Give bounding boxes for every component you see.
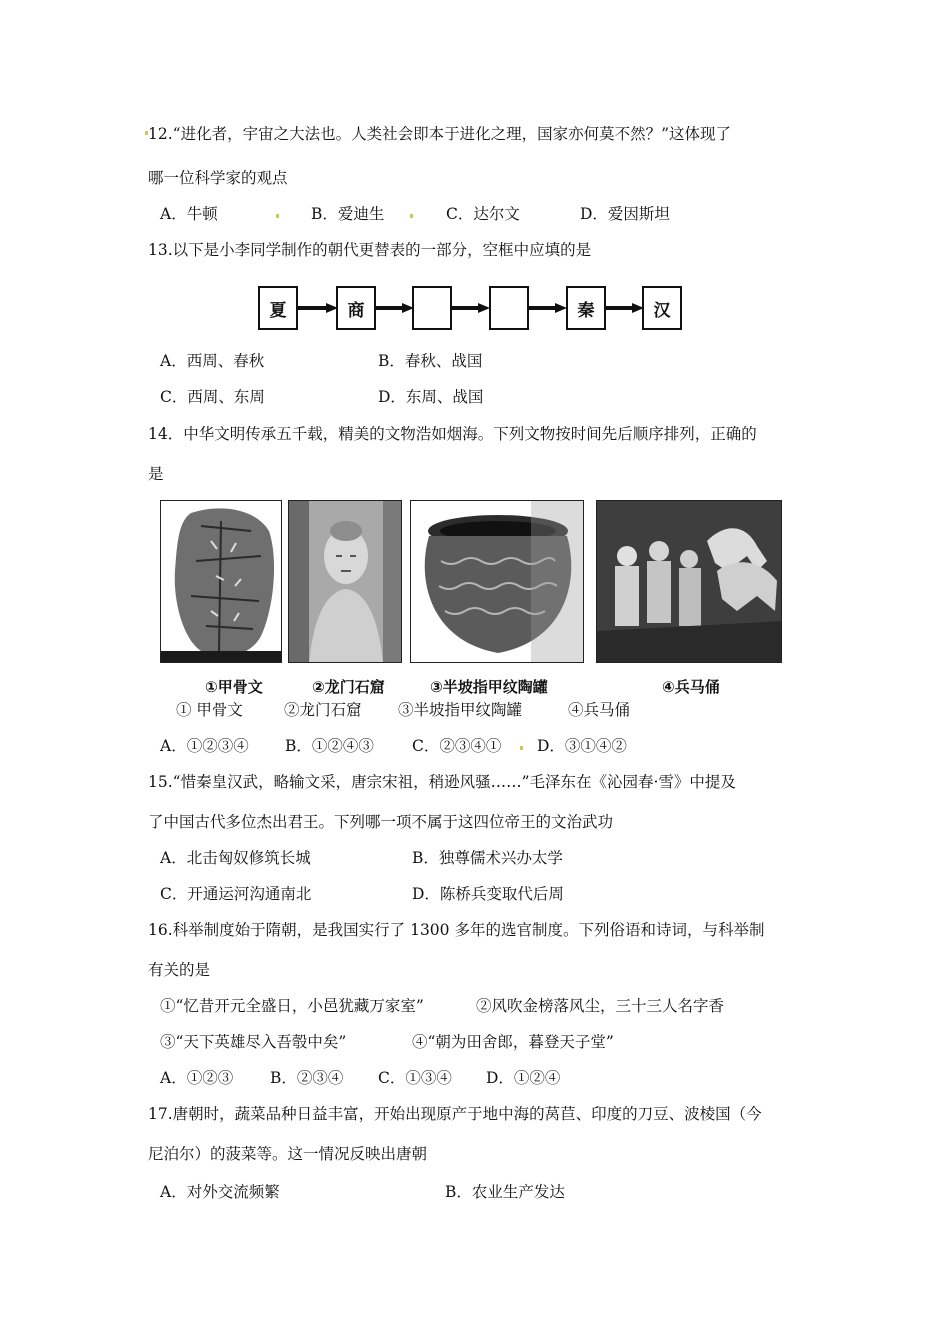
q12-option-d[interactable]: D．爱因斯坦: [580, 205, 670, 223]
q15-option-d[interactable]: D．陈桥兵变取代后周: [412, 885, 564, 903]
q17-option-b[interactable]: B．农业生产发达: [445, 1183, 565, 1201]
q16-option-b[interactable]: B．②③④: [270, 1069, 344, 1087]
q14-stem-line1: 14．中华文明传承五千载，精美的文物浩如烟海。下列文物按时间先后顺序排列，正确的: [148, 425, 757, 443]
q12-stem-line2: 哪一位科学家的观点: [148, 169, 288, 187]
q15-stem-line1: 15.“惜秦皇汉武，略输文采，唐宗宋祖，稍逊风骚……”毛泽东在《沁园春·雪》中提及: [148, 773, 736, 791]
q14-option-c[interactable]: C．②③④①: [412, 737, 502, 755]
q15-option-a[interactable]: A．北击匈奴修筑长城: [160, 849, 311, 867]
q13-option-c[interactable]: C．西周、东周: [160, 388, 265, 406]
q12-option-c[interactable]: C．达尔文: [446, 205, 520, 223]
arrow-icon: [298, 303, 338, 313]
dynasty-box-han: 汉: [642, 286, 682, 330]
dynasty-box-shang: 商: [336, 286, 376, 330]
q15-stem-line2: 了中国古代多位杰出君王。下列哪一项不属于这四位帝王的文治武功: [148, 813, 614, 831]
q16-option-a[interactable]: A．①②③: [160, 1069, 234, 1087]
banpo-pottery-jar-photo: [410, 500, 584, 663]
q15-option-c[interactable]: C．开通运河沟通南北: [160, 885, 312, 903]
arrow-icon: [376, 303, 414, 313]
q12-option-a[interactable]: A．牛顿: [160, 205, 218, 223]
q16-stem-line1: 16.科举制度始于隋朝，是我国实行了 1300 多年的选官制度。下列俗语和诗词，与科举制: [148, 921, 765, 939]
q12-stem-line1: 12.“进化者，宇宙之大法也。人类社会即本于进化之理，国家亦何莫不然？”这体现了: [148, 125, 732, 143]
photo-caption-4: ④兵马俑: [662, 678, 720, 696]
photo-caption-3: ③半坡指甲纹陶罐: [430, 678, 548, 696]
stray-mark: [410, 214, 413, 218]
q16-option-c[interactable]: C．①③④: [378, 1069, 452, 1087]
q17-stem-line1: 17.唐朝时，蔬菜品种日益丰富，开始出现原产于地中海的莴苣、印度的刀豆、波棱国（今: [148, 1105, 762, 1123]
arrow-icon: [606, 303, 644, 313]
q13-option-b[interactable]: B．春秋、战国: [378, 352, 483, 370]
q13-option-d[interactable]: D．东周、战国: [378, 388, 484, 406]
q16-item-1: ①“忆昔开元全盛日，小邑犹藏万家室”: [160, 997, 424, 1015]
dynasty-box-blank-1[interactable]: [412, 286, 452, 330]
stray-mark: [520, 746, 523, 750]
oracle-bone-photo: [160, 500, 282, 663]
q13-stem: 13.以下是小李同学制作的朝代更替表的一部分，空框中应填的是: [148, 241, 592, 259]
longmen-grottoes-photo: [288, 500, 402, 663]
q16-option-d[interactable]: D．①②④: [486, 1069, 561, 1087]
q14-option-b[interactable]: B．①②④③: [285, 737, 374, 755]
q15-option-b[interactable]: B．独尊儒术兴办太学: [412, 849, 563, 867]
q16-item-4: ④“朝为田舍郎，暮登天子堂”: [412, 1033, 614, 1051]
dynasty-box-qin: 秦: [566, 286, 606, 330]
q17-stem-line2: 尼泊尔）的菠菜等。这一情况反映出唐朝: [148, 1145, 428, 1163]
q14-item-2: ②龙门石窟: [284, 701, 362, 719]
q13-option-a[interactable]: A．西周、春秋: [160, 352, 265, 370]
photo-caption-2: ②龙门石窟: [312, 678, 385, 696]
stray-mark: [276, 214, 279, 218]
q16-item-3: ③“天下英雄尽入吾彀中矣”: [160, 1033, 347, 1051]
q14-item-1: ① 甲骨文: [176, 701, 243, 719]
q12-option-b[interactable]: B．爱迪生: [311, 205, 385, 223]
q16-item-2: ②风吹金榜落风尘，三十三人名字香: [476, 997, 725, 1015]
q14-option-d[interactable]: D．③①④②: [537, 737, 627, 755]
terracotta-warriors-photo: [596, 500, 782, 663]
q14-item-3: ③半坡指甲纹陶罐: [398, 701, 523, 719]
q14-option-a[interactable]: A．①②③④: [160, 737, 249, 755]
dynasty-box-xia: 夏: [258, 286, 298, 330]
q14-stem-line2: 是: [148, 465, 164, 483]
q17-option-a[interactable]: A．对外交流频繁: [160, 1183, 280, 1201]
q14-item-4: ④兵马俑: [568, 701, 631, 719]
photo-caption-1: ①甲骨文: [205, 678, 263, 696]
q16-stem-line2: 有关的是: [148, 961, 211, 979]
arrow-icon: [529, 303, 567, 313]
dynasty-box-blank-2[interactable]: [489, 286, 529, 330]
arrow-icon: [452, 303, 490, 313]
